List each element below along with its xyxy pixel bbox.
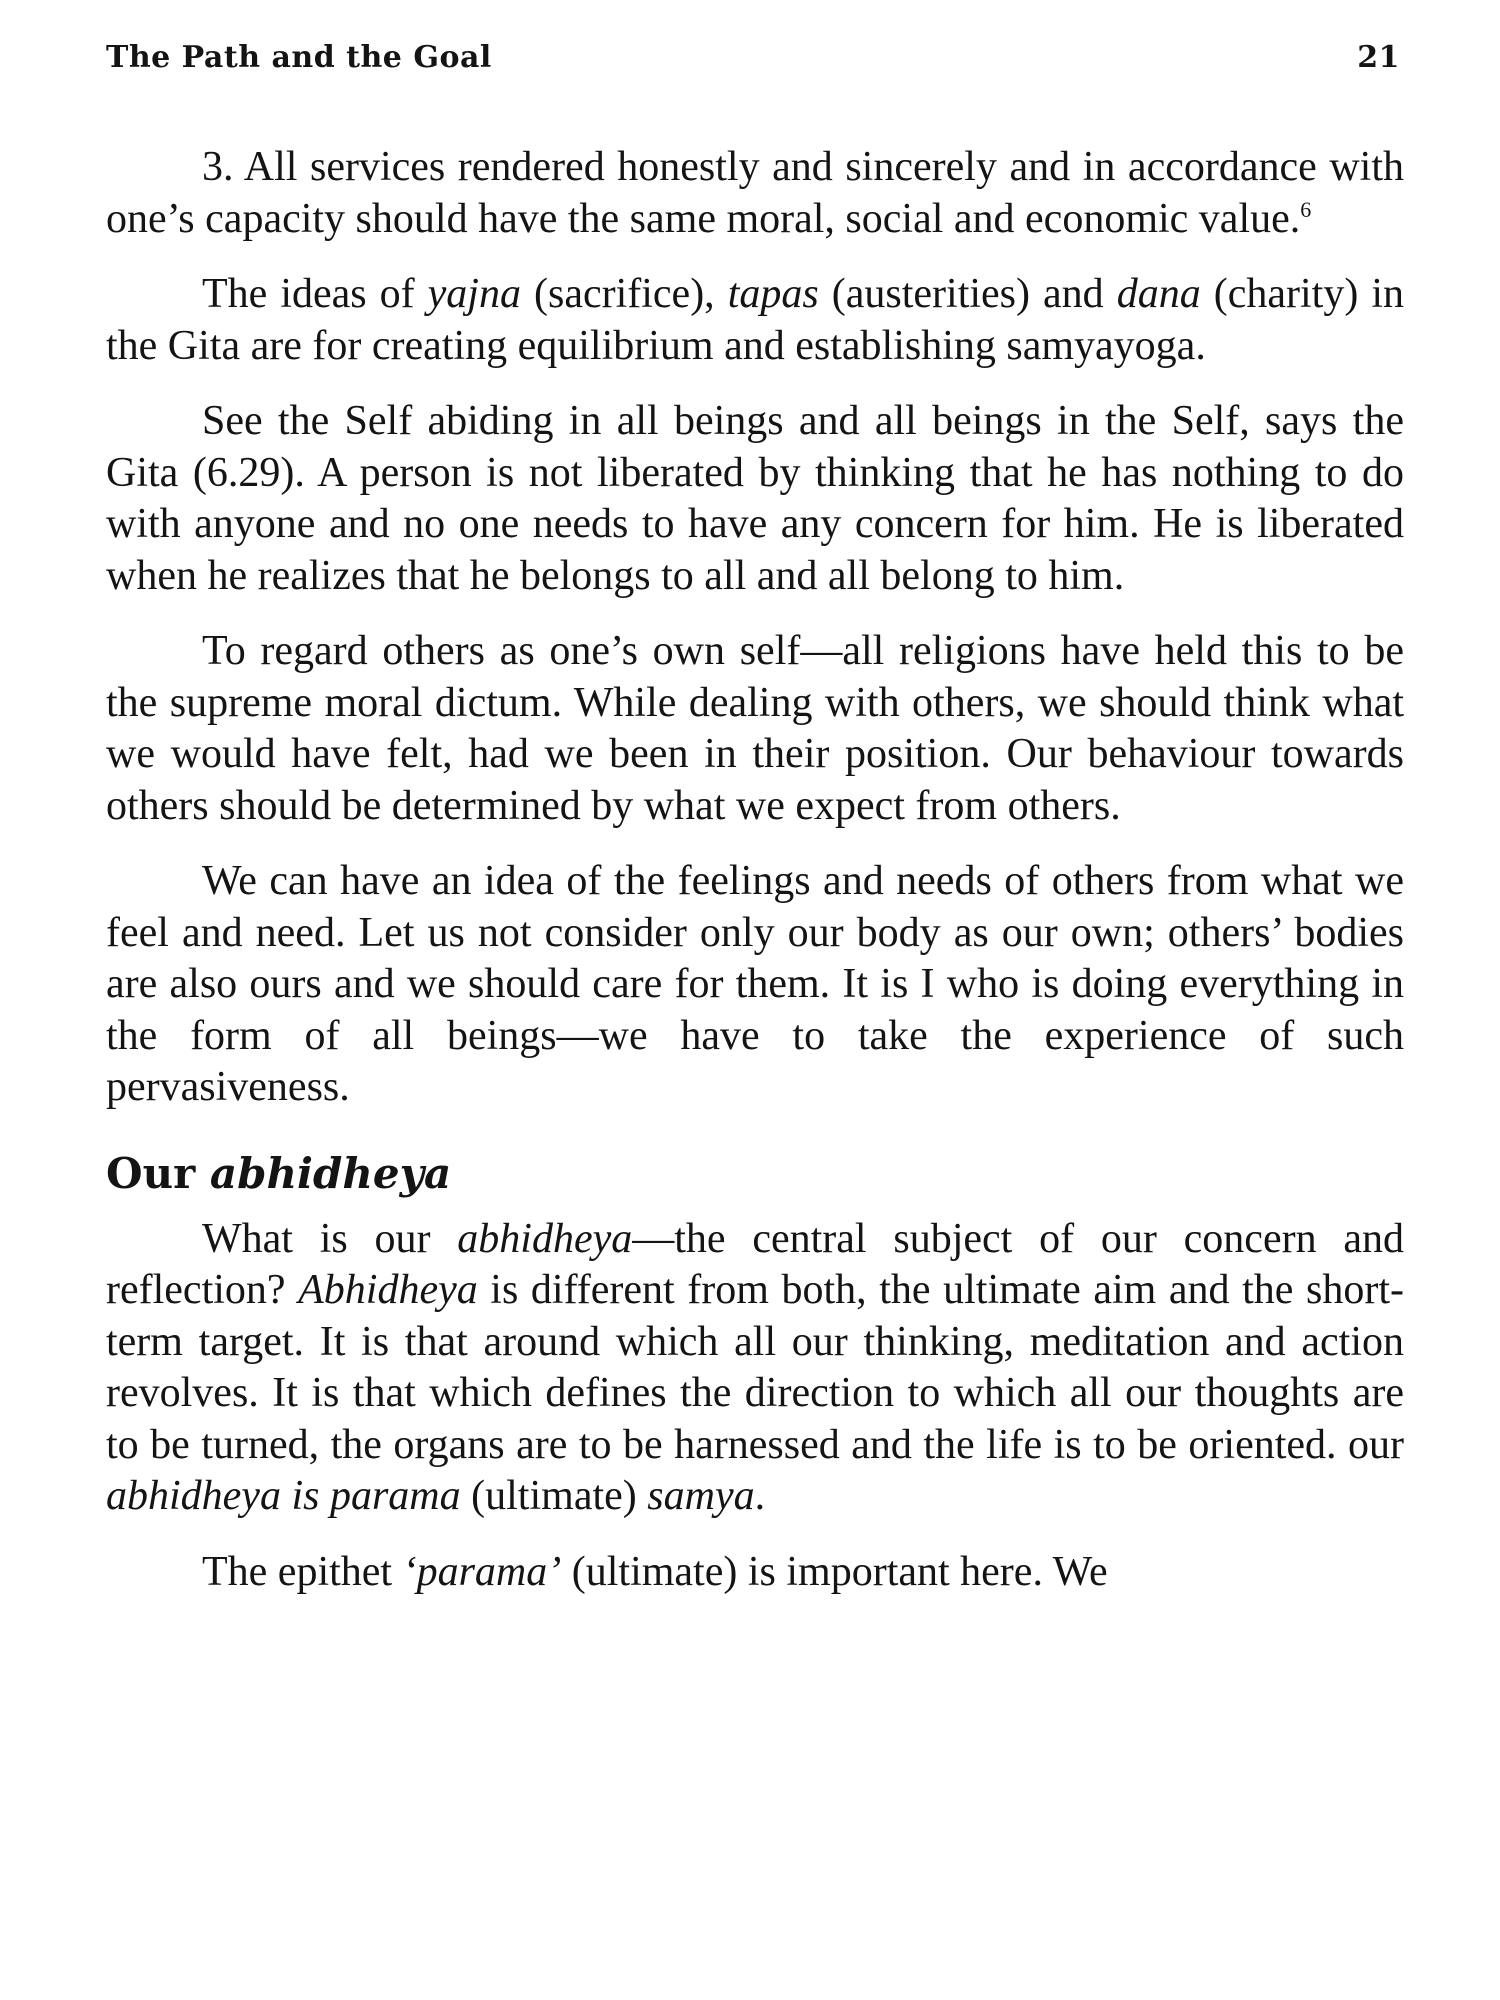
paragraph-6-text: . — [754, 1473, 766, 1519]
term-dana: dana — [1116, 271, 1201, 317]
paragraph-1-text: 3. All services rendered honestly and sincerely and in accordance with one’s capacity should have the same moral, social and economic value. — [106, 144, 1404, 242]
page-body — [106, 142, 1404, 1622]
paragraph-6-text: —the central subject of our concern and reflection? — [106, 1215, 1404, 1313]
paragraph-3: See the Self abiding in all beings and all beings in the Self, says the Gita (6.29). A person is not liberated by thinking that he has nothing to do with anyone and no one needs to have any concern for him. He is liberated when he realizes that he belongs to all and all belong to him. — [106, 398, 1404, 599]
paragraph-2-text: (sacrifice), — [520, 271, 728, 317]
term-abhidheya-parama: abhidheya is parama — [106, 1473, 461, 1519]
paragraph-2-text: (austerities) and — [818, 271, 1117, 317]
page-number: 21 — [1357, 40, 1400, 75]
paragraph-7-text: (ultimate) is important here. We — [561, 1548, 1108, 1595]
term-yajna: yajna — [427, 271, 521, 317]
paragraph-6-text: (ultimate) — [460, 1473, 648, 1519]
paragraph-6-text: is different from both, the ultimate aim and the short-term target. It is that around which all our thinking, meditation and action revolves. It is that which defines the direction to which all our thoughts are to be turned, the organs are to be harnessed and the life is to be oriented. our — [106, 1267, 1404, 1468]
paragraph-1 — [106, 142, 1404, 245]
term-samya: samya — [647, 1473, 755, 1519]
paragraph-7 — [106, 1547, 1404, 1599]
paragraph-2-text: The ideas of — [202, 271, 428, 317]
term-tapas: tapas — [727, 271, 819, 317]
paragraph-2-text: (charity) in the Gita are for creating equilibrium and establishing samyayoga. — [106, 271, 1404, 369]
running-title: The Path and the Goal — [106, 40, 492, 75]
paragraph-2 — [106, 269, 1404, 372]
paragraph-5: We can have an idea of the feelings and needs of others from what we feel and need. Let us not consider only our body as our own; others’ bodies are also ours and we should care for them. It is I who is doing everything in the form of all beings—we have to take the experience of such pervasiveness. — [106, 858, 1404, 1110]
paragraph-6-text: What is our — [202, 1215, 458, 1262]
term-parama: ‘parama’ — [402, 1548, 562, 1595]
page-header — [106, 40, 1400, 80]
term-abhidheya: Abhidheya — [298, 1267, 478, 1313]
paragraph-4: To regard others as one’s own self—all religions have held this to be the supreme moral dictum. While dealing with others, we should think what we would have felt, had we been in their position. Our behaviour towards others should be determined by what we expect from others. — [106, 628, 1404, 829]
paragraph-7-text: The epithet — [202, 1548, 403, 1595]
footnote-ref: 6 — [1300, 196, 1312, 222]
term-abhidheya: abhidheya — [457, 1215, 633, 1262]
section-heading — [106, 1148, 1404, 1200]
paragraph-6 — [106, 1214, 1404, 1523]
section-heading-italic: abhidheya — [209, 1148, 452, 1198]
section-heading-plain: Our — [106, 1148, 210, 1198]
